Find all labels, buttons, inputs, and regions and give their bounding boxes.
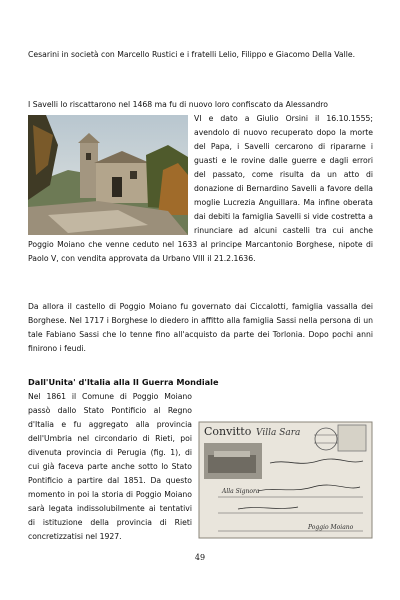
paragraph-savelli-first-line: I Savelli lo riscattarono nel 1468 ma fu di nuovo loro confiscato da Alessandro [28,100,328,109]
paragraph-savelli-rest: VI e dato a Giulio Orsini il 16.10.1555; avendolo di nuovo recuperato dopo la morte del Papa, i Savelli cercarono di ripararne i guasti e le rovine dalle guerre e dagli errori del passato, come risulta da un atto di donazione di Bernardino Savelli a favore della moglie Lucrezia Anguillara. Ma infine oberata dai debiti la famiglia Savelli si vide costretta a rinunciare ad alcuni castelli tra cui anche Poggio Moiano che venne ceduto nel 1633 al principe Marcantonio Borghese, nipote di Paolo V, con vendita approvata da Urbano VIII il 21.2.1636. [28,114,373,263]
paragraph-unita [28,390,373,544]
page-number: 49 [194,553,206,562]
paragraph-intro: Cesarini in società con Marcello Rustici e i fratelli Lelio, Filippo e Giacomo Della Valle. [28,50,356,59]
postcard-figure [198,421,373,539]
paragraph-ciccalotti: Da allora il castello di Poggio Moiano fu governato dai Ciccalotti, famiglia vassalla dei Borghese. Nel 1717 i Borghese lo diedero in affitto alla famiglia Sassi nella persona di un tale Fabiano Sassi che lo tenne fino all'acquisto da parte dei Torlonia. Dopo pochi anni finirono i feudi. [28,302,373,353]
postcard-script-text: Villa Sara [256,428,301,438]
section-heading: Dall'Unita' d'Italia alla II Guerra Mondiale [28,377,219,387]
photo-stone-building [28,115,188,235]
photo-stone-building-image [28,115,188,235]
postcard-image [198,421,373,539]
paragraph-unita-text: Nel 1861 il Comune di Poggio Moiano passò dallo Stato Pontificio al Regno d'Italia e fu aggregato alla provincia dell'Umbria nel circondario di Rieti, poi divenuta provincia di Perugia (fig. 1), di cui già faceva parte anche sotto lo Stato Pontificio a partire dal 1851. Da questo momento in poi la storia di Poggio Moiano sarà legata indissolubilmente ai tentativi di istituzione della provincia di Rieti concretizzatisi nel 1927. [28,392,192,541]
postcard-header-text: Convitto [204,425,252,438]
paragraph-savelli [28,98,373,266]
postcard-address-line-1: Alla Signora [222,488,260,495]
postcard-address-line-2: Poggio Moiano [308,524,354,531]
